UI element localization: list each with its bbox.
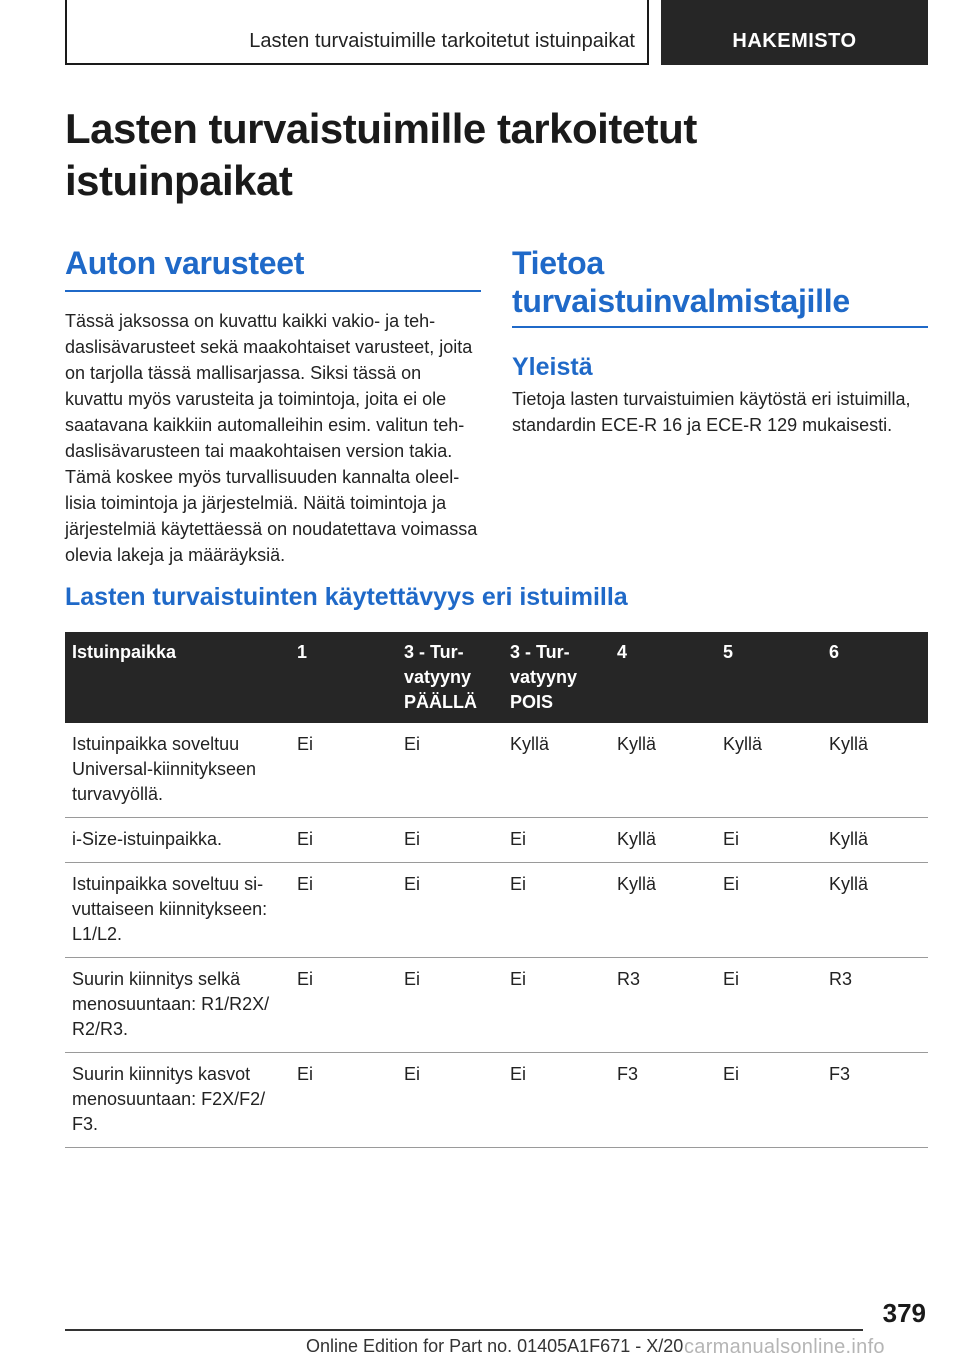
table-cell: Ei	[716, 818, 822, 863]
heading-rule	[512, 326, 928, 328]
table-cell: Ei	[290, 818, 397, 863]
table-cell: Istuinpaikka soveltuu Universal-kiinnitykseen turvavyöllä.	[65, 723, 290, 818]
table-cell: F3	[610, 1053, 716, 1148]
table-cell: R3	[610, 958, 716, 1053]
table-cell: Ei	[716, 958, 822, 1053]
column-header: 6	[822, 632, 928, 723]
header-section-box	[65, 0, 649, 65]
page-number: 379	[882, 1298, 926, 1328]
table-row	[65, 863, 928, 958]
left-column	[65, 244, 481, 568]
table-heading: Lasten turvaistuinten käytettävyys eri istuimilla	[65, 583, 628, 611]
section-heading-manufacturers: Tietoa turvaistuinvalmistajille	[512, 245, 850, 319]
right-column	[512, 244, 928, 438]
table-row	[65, 723, 928, 818]
table-cell: R3	[822, 958, 928, 1053]
table-cell: Kyllä	[610, 863, 716, 958]
column-header: 5	[716, 632, 822, 723]
table-cell: Ei	[397, 958, 503, 1053]
table-cell: Ei	[397, 1053, 503, 1148]
table-cell: Ei	[716, 1053, 822, 1148]
column-header: 1	[290, 632, 397, 723]
table-row	[65, 1053, 928, 1148]
table-cell: Kyllä	[610, 818, 716, 863]
table-cell: Ei	[503, 1053, 610, 1148]
table-cell: Ei	[290, 863, 397, 958]
section-heading-equipment: Auton varusteet	[65, 245, 305, 281]
general-paragraph: Tietoja lasten turvaistuimien käytöstä eri istuimilla, standardin ECE-R 16 ja ECE-R 129 mukaisesti.	[512, 389, 911, 435]
watermark: carmanualsonline.info	[684, 1336, 885, 1358]
table-cell: Ei	[503, 958, 610, 1053]
footer-rule	[65, 1329, 863, 1331]
table-row	[65, 818, 928, 863]
index-nav-link[interactable]: HAKEMISTO	[732, 30, 857, 52]
table-cell: Ei	[290, 958, 397, 1053]
table-cell: Kyllä	[822, 863, 928, 958]
table-cell: F3	[822, 1053, 928, 1148]
edition-text: Online Edition for Part no. 01405A1F671 - X/20	[306, 1336, 684, 1356]
header-nav-box[interactable]	[661, 0, 928, 65]
table-cell: Suurin kiinnitys kasvot menosuuntaan: F2X/F2/​F3.	[65, 1053, 290, 1148]
table-cell: Ei	[290, 1053, 397, 1148]
equipment-paragraph: Tässä jaksossa on kuvattu kaikki vakio- ja tehdaslisävarusteet sekä maakohtaiset varusteet, joita on tarjolla tässä mallisarjassa. Siksi tässä on kuvattu myös varusteita ja toimintoja, joita ei ole saatavana kaikkiin automalleihin esim. valitun tehdaslisävarusteen tai maakohtaisen version takia. Tämä koskee myös turvallisuuden kannalta oleellisia toimintoja ja järjestelmiä. Näitä toimintoja ja järjestelmiä käytettäessä on noudatettava voimassa olevia lakeja ja määräyksiä.	[65, 311, 478, 565]
column-header: 4	[610, 632, 716, 723]
table-cell: Suurin kiinnitys selkä menosuuntaan: R1/R2X/​R2/R3.	[65, 958, 290, 1053]
table-cell: Kyllä	[822, 818, 928, 863]
table-cell: Kyllä	[716, 723, 822, 818]
seat-suitability-table	[65, 632, 928, 1148]
column-header: Istuinpaikka	[65, 632, 290, 723]
column-header: 3 - Turvatyyny POIS	[503, 632, 610, 723]
table-cell: Istuinpaikka soveltuu sivuttaiseen kiinnitykseen: L1/L2.	[65, 863, 290, 958]
page-header	[65, 0, 928, 65]
table-header-row	[65, 632, 928, 723]
table-cell: Kyllä	[610, 723, 716, 818]
page-title: Lasten turvaistuimille tarkoitetut istuinpaikat	[65, 105, 697, 204]
table-cell: Kyllä	[503, 723, 610, 818]
heading-rule	[65, 290, 481, 292]
table-cell: Ei	[716, 863, 822, 958]
table-row	[65, 958, 928, 1053]
table-cell: Ei	[397, 723, 503, 818]
column-header: 3 - Turvatyyny PÄÄLLÄ	[397, 632, 503, 723]
table-cell: Ei	[397, 863, 503, 958]
table-cell: i-Size-istuinpaikka.	[65, 818, 290, 863]
table-cell: Kyllä	[822, 723, 928, 818]
subheading-general: Yleistä	[512, 353, 593, 381]
header-section-title: Lasten turvaistuimille tarkoitetut istuinpaikat	[249, 30, 635, 52]
table-cell: Ei	[290, 723, 397, 818]
table-cell: Ei	[503, 863, 610, 958]
table-cell: Ei	[503, 818, 610, 863]
table-cell: Ei	[397, 818, 503, 863]
